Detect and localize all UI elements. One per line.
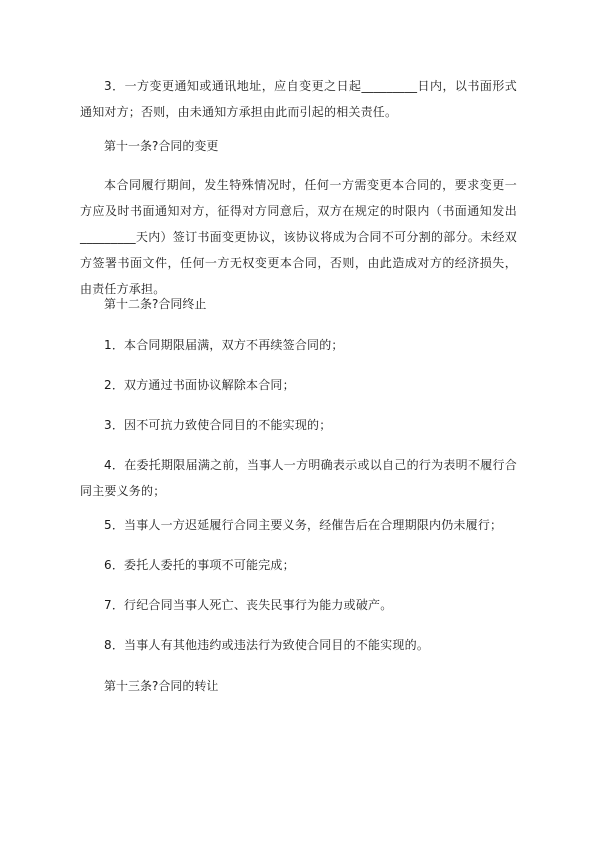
clause-notice-change: 3．一方变更通知或通讯地址，应自变更之日起_________日内，以书面形式通知对方；否则，由未通知方承担由此而引起的相关责任。 — [80, 79, 517, 119]
termination-item-8: 8．当事人有其他违约或违法行为致使合同目的不能实现的。 — [104, 638, 430, 652]
termination-item-7: 7．行纪合同当事人死亡、丧失民事行为能力或破产。 — [104, 598, 393, 612]
termination-item-6: 6．委托人委托的事项不可能完成； — [104, 558, 295, 572]
article-12-heading: 第十二条?合同终止 — [104, 297, 207, 311]
article-11-heading: 第十一条?合同的变更 — [104, 139, 219, 153]
article-13-heading: 第十三条?合同的转让 — [104, 679, 219, 693]
article-11-body: 本合同履行期间，发生特殊情况时，任何一方需变更本合同的，要求变更一方应及时书面通知对方，征得对方同意后，双方在规定的时限内（书面通知发出_________天内）签订书面变更协议，该协议将成为合同不可分割的部分。未经双方签署书面文件，任何一方无权变更本合同，否则，由此造成对方的经济损失，由责任方承担。 — [80, 178, 517, 296]
termination-item-4: 4．在委托期限届满之前，当事人一方明确表示或以自己的行为表明不履行合同主要义务的； — [80, 458, 517, 498]
termination-item-1: 1．本合同期限届满，双方不再续签合同的； — [104, 338, 344, 352]
termination-item-3: 3．因不可抗力致使合同目的不能实现的； — [104, 418, 332, 432]
termination-item-5: 5．当事人一方迟延履行合同主要义务，经催告后在合理期限内仍未履行； — [104, 518, 503, 532]
termination-item-2: 2．双方通过书面协议解除本合同； — [104, 378, 295, 392]
